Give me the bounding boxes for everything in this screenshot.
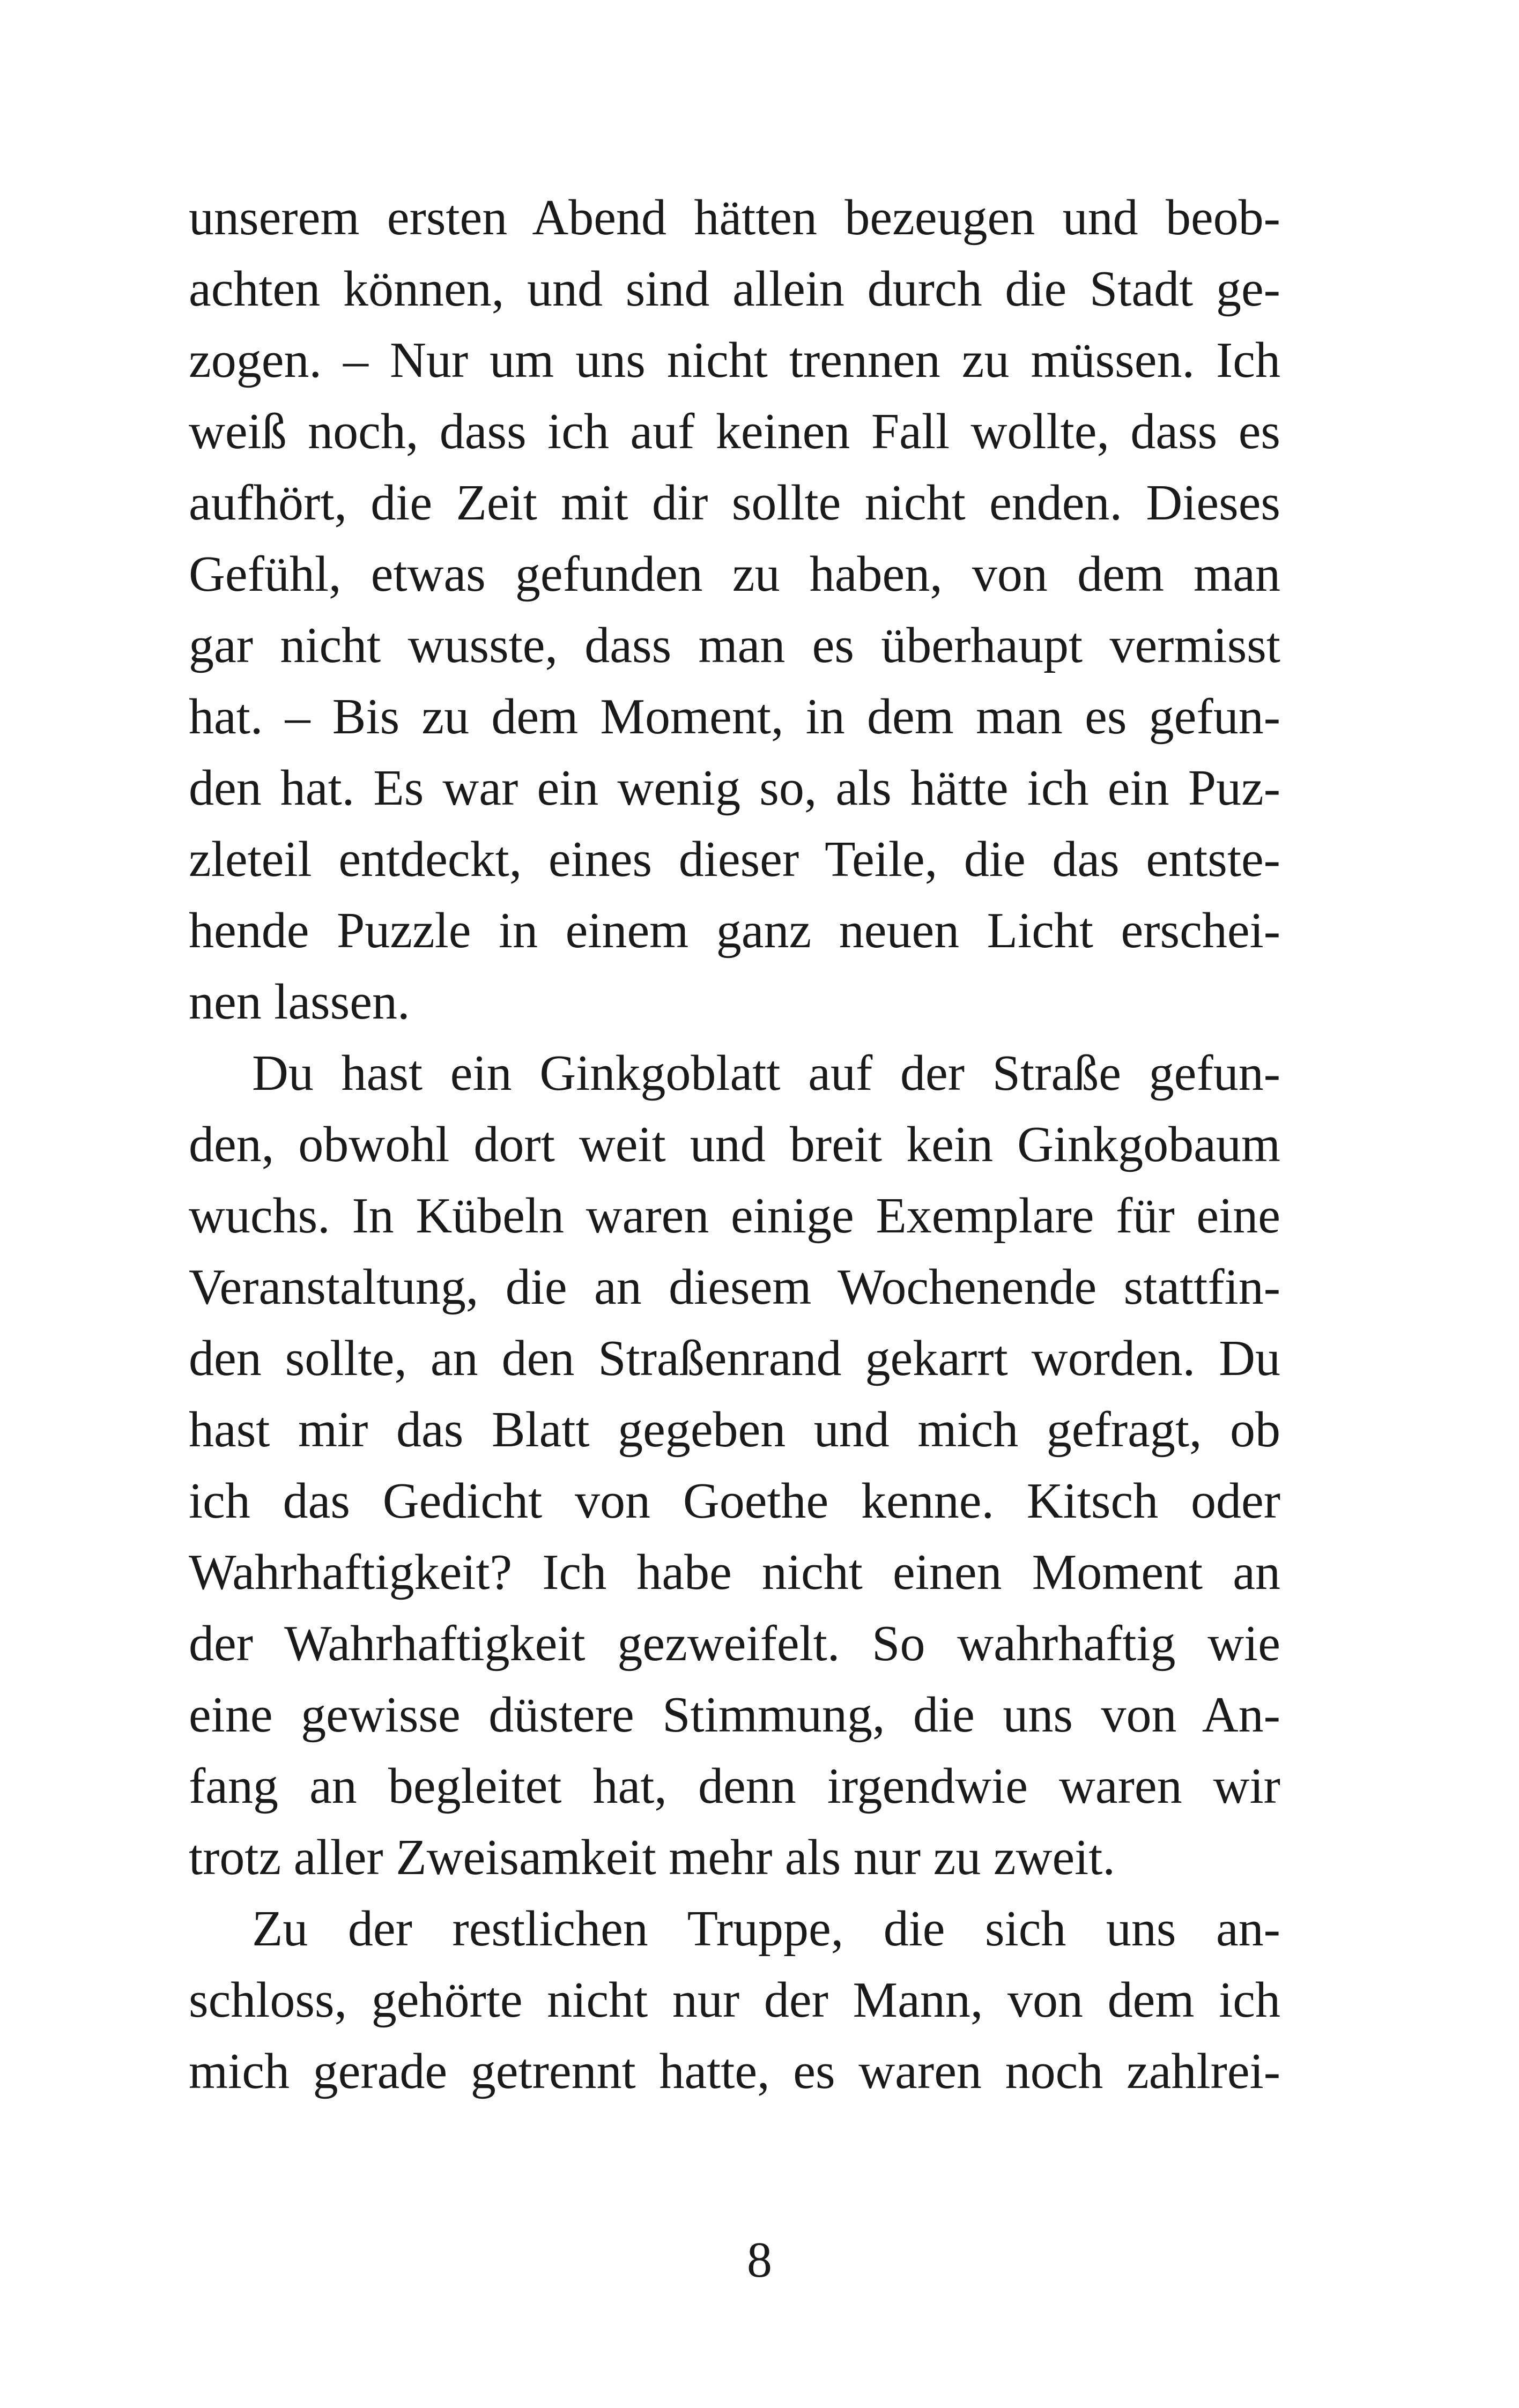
text-line: Gefühl, etwas gefunden zu haben, von dem man <box>189 546 1280 602</box>
text-line: hast mir das Blatt gegeben und mich gefragt, ob <box>189 1402 1280 1458</box>
text-line: schloss, gehörte nicht nur der Mann, von dem ich <box>189 1972 1280 2028</box>
text-line: Zu der restlichen Truppe, die sich uns an- <box>252 1901 1280 1957</box>
text-line: achten können, und sind allein durch die Stadt ge- <box>189 261 1280 317</box>
text-line: gar nicht wusste, dass man es überhaupt vermisst <box>189 618 1280 673</box>
text-line: Du hast ein Ginkgoblatt auf der Straße gefun- <box>252 1045 1280 1101</box>
text-line: wuchs. In Kübeln waren einige Exemplare für eine <box>189 1188 1280 1244</box>
text-line: zleteil entdeckt, eines dieser Teile, die das entste- <box>189 831 1280 887</box>
text-line: den hat. Es war ein wenig so, als hätte ich ein Puz- <box>189 760 1280 816</box>
text-line: nen lassen. <box>189 974 410 1030</box>
text-line: weiß noch, dass ich auf keinen Fall wollte, dass es <box>189 404 1280 459</box>
text-line: hat. – Bis zu dem Moment, in dem man es gefun- <box>189 689 1280 745</box>
text-line: den, obwohl dort weit und breit kein Ginkgobaum <box>189 1117 1280 1172</box>
text-line: ich das Gedicht von Goethe kenne. Kitsch oder <box>189 1473 1280 1529</box>
text-line: hende Puzzle in einem ganz neuen Licht erschei- <box>189 903 1280 958</box>
text-line: trotz aller Zweisamkeit mehr als nur zu zweit. <box>189 1830 1115 1885</box>
page-number: 8 <box>747 2232 772 2288</box>
text-line: unserem ersten Abend hätten bezeugen und beob- <box>189 190 1280 246</box>
text-line: der Wahrhaftigkeit gezweifelt. So wahrhaftig wie <box>189 1616 1280 1671</box>
text-line: mich gerade getrennt hatte, es waren noch zahlrei- <box>189 2043 1280 2099</box>
text-line: Wahrhaftigkeit? Ich habe nicht einen Moment an <box>189 1544 1280 1600</box>
body-text <box>189 182 1280 2107</box>
text-line: eine gewisse düstere Stimmung, die uns von An- <box>189 1687 1280 1743</box>
text-line: aufhört, die Zeit mit dir sollte nicht enden. Dieses <box>189 475 1280 531</box>
text-line: fang an begleitet hat, denn irgendwie waren wir <box>189 1758 1280 1814</box>
text-line: Veranstaltung, die an diesem Wochenende stattfin- <box>189 1259 1280 1315</box>
text-line: zogen. – Nur um uns nicht trennen zu müssen. Ich <box>189 332 1280 388</box>
text-line: den sollte, an den Straßenrand gekarrt worden. Du <box>189 1331 1280 1386</box>
